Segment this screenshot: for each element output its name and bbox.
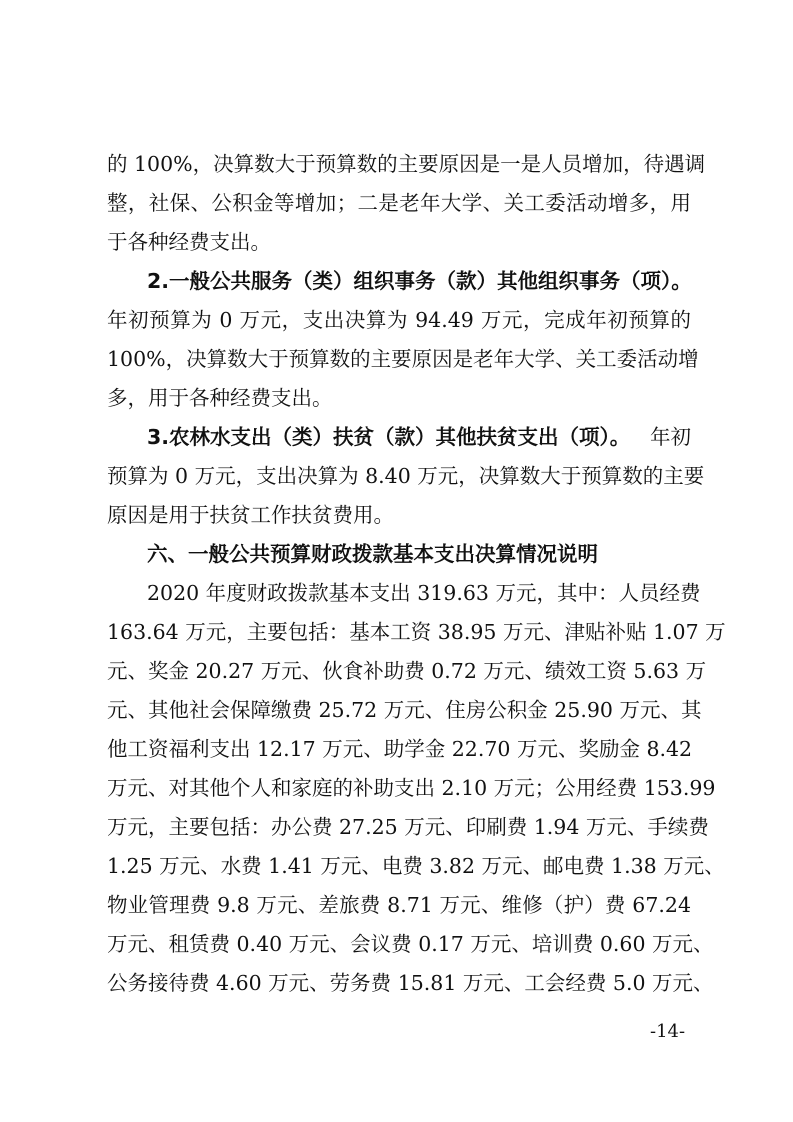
body-text-line: 1.25 万元、水费 1.41 万元、电费 3.82 万元、邮电费 1.38 万元、 bbox=[107, 854, 725, 878]
item-heading: 2.一般公共服务（类）组织事务（款）其他组织事务（项）。 bbox=[147, 269, 692, 293]
body-text-line: 2020 年度财政拨款基本支出 319.63 万元，其中：人员经费 bbox=[147, 581, 701, 605]
body-text-line: 他工资福利支出 12.17 万元、助学金 22.70 万元、奖励金 8.42 bbox=[107, 737, 693, 761]
item-heading: 3.农林水支出（类）扶贫（款）其他扶贫支出（项）。 bbox=[147, 425, 631, 449]
body-text-line: 163.64 万元，主要包括：基本工资 38.95 万元、津贴补贴 1.07 万 bbox=[107, 620, 726, 644]
body-text-line: 元、其他社会保障缴费 25.72 万元、住房公积金 25.90 万元、其 bbox=[107, 698, 702, 722]
body-text-line: 万元、对其他个人和家庭的补助支出 2.10 万元；公用经费 153.99 bbox=[107, 776, 716, 800]
item-heading-row bbox=[147, 423, 691, 451]
body-text-line: 于各种经费支出。 bbox=[107, 230, 271, 254]
section-title: 六、一般公共预算财政拨款基本支出决算情况说明 bbox=[147, 542, 598, 566]
body-text-line: 整，社保、公积金等增加；二是老年大学、关工委活动增多，用 bbox=[107, 191, 691, 215]
item-heading-tail: 年初 bbox=[650, 425, 691, 449]
body-text-line: 物业管理费 9.8 万元、差旅费 8.71 万元、维修（护）费 67.24 bbox=[107, 893, 691, 917]
body-text-line: 100%，决算数大于预算数的主要原因是老年大学、关工委活动增 bbox=[107, 347, 699, 371]
body-text-line: 元、奖金 20.27 万元、伙食补助费 0.72 万元、绩效工资 5.63 万 bbox=[107, 659, 707, 683]
body-text-line: 年初预算为 0 万元，支出决算为 94.49 万元，完成年初预算的 bbox=[107, 308, 691, 332]
page-number: -14- bbox=[650, 1021, 686, 1042]
body-text-line: 多，用于各种经费支出。 bbox=[107, 386, 333, 410]
body-text-line: 的 100%，决算数大于预算数的主要原因是一是人员增加，待遇调 bbox=[107, 152, 706, 176]
body-text-line: 万元，主要包括：办公费 27.25 万元、印刷费 1.94 万元、手续费 bbox=[107, 815, 709, 839]
body-text-line: 原因是用于扶贫工作扶贫费用。 bbox=[107, 503, 394, 527]
body-text-line: 预算为 0 万元，支出决算为 8.40 万元，决算数大于预算数的主要 bbox=[107, 464, 705, 488]
body-text-line: 万元、租赁费 0.40 万元、会议费 0.17 万元、培训费 0.60 万元、 bbox=[107, 932, 714, 956]
body-text-line: 公务接待费 4.60 万元、劳务费 15.81 万元、工会经费 5.0 万元、 bbox=[107, 971, 714, 995]
